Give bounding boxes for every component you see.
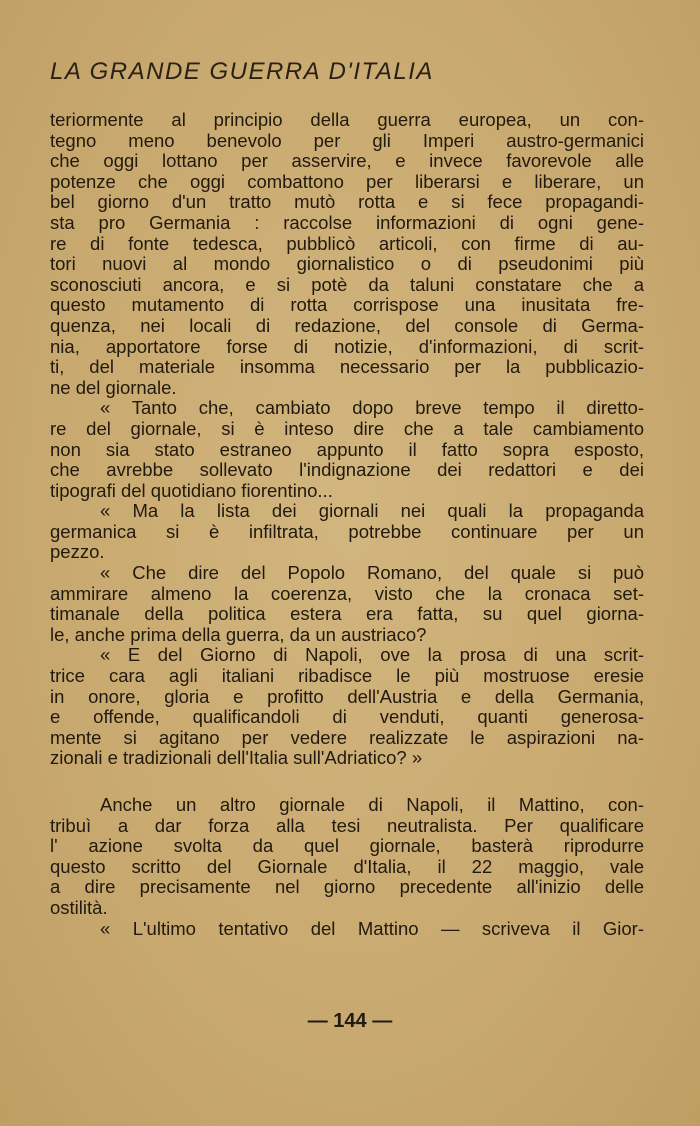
text-line: tegno meno benevolo per gli Imperi austro-germanici xyxy=(50,129,644,151)
text-line: ti, del materiale insomma necessario per la pubblicazio- xyxy=(50,356,644,378)
text-line: « Tanto che, cambiato dopo breve tempo il diretto- xyxy=(100,397,644,419)
body-text xyxy=(50,110,644,939)
text-line: ostilità. xyxy=(50,896,108,918)
text-line: e offende, qualificandoli di venduti, quanti generosa- xyxy=(50,706,644,728)
text-line: potenze che oggi combattono per liberarsi e liberare, un xyxy=(50,170,644,192)
text-line: che oggi lottano per asservire, e invece favorevole alle xyxy=(50,150,644,172)
text-line: zionali e tradizionali dell'Italia sull'Adriatico? » xyxy=(50,747,423,769)
text-line: « Ma la lista dei giornali nei quali la propaganda xyxy=(100,500,644,522)
text-line: sconosciuti ancora, e si potè da taluni constatare che a xyxy=(50,273,644,295)
text-line: re del giornale, si è inteso dire che a tale cambiamento xyxy=(50,417,644,439)
text-line: le, anche prima della guerra, da un austriaco? xyxy=(50,623,427,645)
text-line: a dire precisamente nel giorno precedente all'inizio delle xyxy=(50,876,644,898)
text-line: non sia stato estraneo appunto il fatto sopra esposto, xyxy=(50,438,644,460)
page-number: — 144 — xyxy=(307,1010,393,1032)
running-header: LA GRANDE GUERRA D'ITALIA xyxy=(50,58,434,85)
text-line: questo scritto del Giornale d'Italia, il 22 maggio, vale xyxy=(50,855,644,877)
text-line: timanale della politica estera era fatta, su quel giorna- xyxy=(50,603,644,625)
text-line: quenza, nei locali di redazione, del console di Germa- xyxy=(50,314,644,336)
text-line: mente si agitano per vedere realizzate le aspirazioni na- xyxy=(50,726,644,748)
text-line: che avrebbe sollevato l'indignazione dei redattori e dei xyxy=(50,459,644,481)
text-line: pezzo. xyxy=(50,541,105,563)
text-line: in onore, gloria e profitto dell'Austria e della Germania, xyxy=(50,685,644,707)
text-line: tipografi del quotidiano fiorentino... xyxy=(50,479,333,501)
text-line: trice cara agli italiani ribadisce le più mostruose eresie xyxy=(50,665,644,687)
text-line: bel giorno d'un tratto mutò rotta e si fece propagandi- xyxy=(50,191,644,213)
text-line: « Che dire del Popolo Romano, del quale si può xyxy=(100,562,644,584)
text-line: « E del Giorno di Napoli, ove la prosa di una scrit- xyxy=(100,644,644,666)
text-line: tribuì a dar forza alla tesi neutralista. Per qualificare xyxy=(50,814,644,836)
text-line: germanica si è infiltrata, potrebbe continuare per un xyxy=(50,520,644,542)
text-line: sta pro Germania : raccolse informazioni di ogni gene- xyxy=(50,211,644,233)
text-line: questo mutamento di rotta corrispose una inusitata fre- xyxy=(50,294,644,316)
text-line: ammirare almeno la coerenza, visto che la cronaca set- xyxy=(50,582,644,604)
text-line: teriormente al principio della guerra europea, un con- xyxy=(50,109,644,130)
text-line: nia, apportatore forse di notizie, d'informazioni, di scrit- xyxy=(50,335,644,357)
text-line: re di fonte tedesca, pubblicò articoli, con firme di au- xyxy=(50,232,644,254)
text-line: Anche un altro giornale di Napoli, il Mattino, con- xyxy=(100,794,644,815)
text-line: tori nuovi al mondo giornalistico o di pseudonimi più xyxy=(50,253,644,275)
text-line: « L'ultimo tentativo del Mattino — scriveva il Gior- xyxy=(100,917,644,939)
text-line: l' azione svolta da quel giornale, basterà riprodurre xyxy=(50,835,644,857)
text-line: ne del giornale. xyxy=(50,376,177,398)
